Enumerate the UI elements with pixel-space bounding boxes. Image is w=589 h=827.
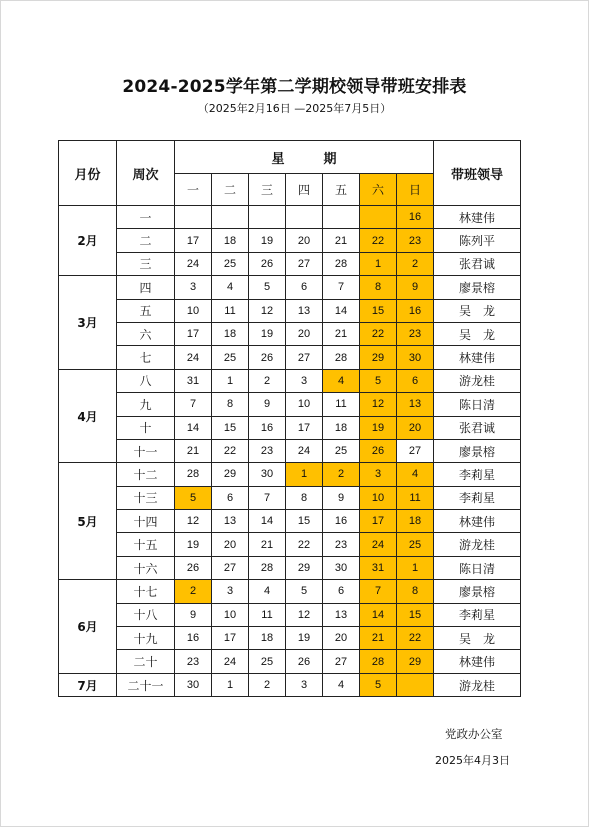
day-cell: 9 xyxy=(323,486,360,509)
day-cell: 28 xyxy=(323,252,360,275)
day-cell: 6 xyxy=(212,486,249,509)
table-row xyxy=(59,276,521,299)
day-cell: 9 xyxy=(397,276,434,299)
day-cell: 24 xyxy=(175,252,212,275)
day-cell: 22 xyxy=(212,439,249,462)
week-cell: 十九 xyxy=(117,627,175,650)
day-cell: 7 xyxy=(323,276,360,299)
header-weekday: 五 xyxy=(323,174,360,206)
week-cell: 七 xyxy=(117,346,175,369)
day-cell: 28 xyxy=(323,346,360,369)
day-cell: 31 xyxy=(360,556,397,579)
schedule-body xyxy=(59,206,521,697)
day-cell: 10 xyxy=(175,299,212,322)
header-weekday: 一 xyxy=(175,174,212,206)
week-cell: 三 xyxy=(117,252,175,275)
day-cell: 22 xyxy=(360,229,397,252)
day-cell: 24 xyxy=(360,533,397,556)
day-cell: 3 xyxy=(360,463,397,486)
day-cell: 19 xyxy=(175,533,212,556)
header-weekday: 四 xyxy=(286,174,323,206)
header-weekday: 二 xyxy=(212,174,249,206)
day-cell: 27 xyxy=(286,346,323,369)
week-cell: 十 xyxy=(117,416,175,439)
day-cell: 17 xyxy=(286,416,323,439)
table-row xyxy=(59,439,521,462)
day-cell: 18 xyxy=(212,229,249,252)
day-cell: 17 xyxy=(360,510,397,533)
week-cell: 十六 xyxy=(117,556,175,579)
day-cell: 26 xyxy=(360,439,397,462)
day-cell: 3 xyxy=(286,673,323,696)
day-cell: 19 xyxy=(249,229,286,252)
month-cell: 5月 xyxy=(59,463,117,580)
day-cell: 17 xyxy=(175,229,212,252)
day-cell: 30 xyxy=(249,463,286,486)
day-cell: 23 xyxy=(175,650,212,673)
month-cell: 7月 xyxy=(59,673,117,696)
table-row xyxy=(59,206,521,229)
leader-cell: 陈日清 xyxy=(434,556,521,579)
day-cell: 8 xyxy=(286,486,323,509)
leader-cell: 林建伟 xyxy=(434,206,521,229)
day-cell: 29 xyxy=(360,346,397,369)
table-row xyxy=(59,533,521,556)
leader-cell: 游龙桂 xyxy=(434,369,521,392)
leader-cell: 吴 龙 xyxy=(434,627,521,650)
day-cell: 31 xyxy=(175,369,212,392)
day-cell: 5 xyxy=(175,486,212,509)
day-cell: 6 xyxy=(323,580,360,603)
day-cell: 25 xyxy=(397,533,434,556)
day-cell: 13 xyxy=(286,299,323,322)
leader-cell: 廖景榕 xyxy=(434,580,521,603)
day-cell: 25 xyxy=(323,439,360,462)
day-cell: 2 xyxy=(249,369,286,392)
leader-cell: 游龙桂 xyxy=(434,533,521,556)
day-cell: 1 xyxy=(360,252,397,275)
table-row xyxy=(59,369,521,392)
day-cell: 2 xyxy=(397,252,434,275)
day-cell: 17 xyxy=(212,627,249,650)
week-cell: 一 xyxy=(117,206,175,229)
day-cell: 7 xyxy=(360,580,397,603)
day-cell: 13 xyxy=(212,510,249,533)
day-cell: 21 xyxy=(175,439,212,462)
header-week: 周次 xyxy=(117,141,175,206)
week-cell: 八 xyxy=(117,369,175,392)
leader-cell: 陈日清 xyxy=(434,393,521,416)
day-cell: 4 xyxy=(323,673,360,696)
day-cell: 5 xyxy=(249,276,286,299)
day-cell: 4 xyxy=(249,580,286,603)
month-cell: 2月 xyxy=(59,206,117,276)
day-cell: 8 xyxy=(397,580,434,603)
day-cell: 8 xyxy=(360,276,397,299)
day-cell: 3 xyxy=(286,369,323,392)
leader-cell: 李莉星 xyxy=(434,463,521,486)
page-title: 2024-2025学年第二学期校领导带班安排表 xyxy=(122,77,467,97)
day-cell: 12 xyxy=(360,393,397,416)
table-row xyxy=(59,229,521,252)
day-cell: 28 xyxy=(175,463,212,486)
day-cell: 27 xyxy=(323,650,360,673)
day-cell: 2 xyxy=(323,463,360,486)
day-cell: 2 xyxy=(175,580,212,603)
day-cell: 1 xyxy=(286,463,323,486)
day-cell: 27 xyxy=(397,439,434,462)
day-cell: 25 xyxy=(212,252,249,275)
week-cell: 五 xyxy=(117,299,175,322)
day-cell: 14 xyxy=(360,603,397,626)
day-cell: 23 xyxy=(323,533,360,556)
day-cell: 4 xyxy=(212,276,249,299)
table-row xyxy=(59,346,521,369)
day-cell: 16 xyxy=(175,627,212,650)
leader-cell: 吴 龙 xyxy=(434,299,521,322)
day-cell: 14 xyxy=(249,510,286,533)
week-cell: 十五 xyxy=(117,533,175,556)
day-cell: 18 xyxy=(397,510,434,533)
day-cell xyxy=(212,206,249,229)
day-cell xyxy=(286,206,323,229)
day-cell: 29 xyxy=(212,463,249,486)
table-row xyxy=(59,627,521,650)
day-cell: 16 xyxy=(397,299,434,322)
day-cell: 3 xyxy=(212,580,249,603)
issue-date: 2025年4月3日 xyxy=(435,754,510,767)
date-range-subtitle: （2025年2月16日 —2025年7月5日） xyxy=(197,102,392,115)
day-cell xyxy=(360,206,397,229)
day-cell: 18 xyxy=(249,627,286,650)
day-cell xyxy=(175,206,212,229)
day-cell: 12 xyxy=(286,603,323,626)
day-cell: 29 xyxy=(286,556,323,579)
day-cell: 27 xyxy=(286,252,323,275)
week-cell: 十三 xyxy=(117,486,175,509)
day-cell: 16 xyxy=(323,510,360,533)
day-cell: 12 xyxy=(175,510,212,533)
day-cell: 5 xyxy=(360,369,397,392)
leader-cell: 张君诚 xyxy=(434,252,521,275)
day-cell: 13 xyxy=(323,603,360,626)
leader-cell: 林建伟 xyxy=(434,650,521,673)
day-cell: 11 xyxy=(212,299,249,322)
day-cell: 8 xyxy=(212,393,249,416)
header-weekday: 六 xyxy=(360,174,397,206)
week-cell: 十八 xyxy=(117,603,175,626)
week-cell: 九 xyxy=(117,393,175,416)
table-row xyxy=(59,673,521,696)
week-cell: 十四 xyxy=(117,510,175,533)
header-leader: 带班领导 xyxy=(434,141,521,206)
table-row xyxy=(59,556,521,579)
day-cell: 16 xyxy=(249,416,286,439)
day-cell: 10 xyxy=(360,486,397,509)
day-cell: 15 xyxy=(286,510,323,533)
day-cell: 15 xyxy=(397,603,434,626)
week-cell: 二十一 xyxy=(117,673,175,696)
day-cell: 22 xyxy=(397,627,434,650)
day-cell: 17 xyxy=(175,322,212,345)
table-row xyxy=(59,580,521,603)
day-cell: 28 xyxy=(249,556,286,579)
table-row xyxy=(59,252,521,275)
leader-cell: 廖景榕 xyxy=(434,276,521,299)
day-cell: 11 xyxy=(249,603,286,626)
day-cell: 14 xyxy=(175,416,212,439)
day-cell: 15 xyxy=(212,416,249,439)
day-cell: 27 xyxy=(212,556,249,579)
table-row xyxy=(59,510,521,533)
day-cell: 19 xyxy=(286,627,323,650)
week-cell: 二十 xyxy=(117,650,175,673)
month-cell: 6月 xyxy=(59,580,117,674)
week-cell: 十二 xyxy=(117,463,175,486)
day-cell: 26 xyxy=(249,346,286,369)
day-cell: 22 xyxy=(360,322,397,345)
day-cell: 11 xyxy=(323,393,360,416)
month-cell: 4月 xyxy=(59,369,117,463)
day-cell: 20 xyxy=(397,416,434,439)
leader-cell: 游龙桂 xyxy=(434,673,521,696)
day-cell: 23 xyxy=(249,439,286,462)
issuer-office: 党政办公室 xyxy=(445,727,503,741)
week-cell: 六 xyxy=(117,322,175,345)
day-cell: 20 xyxy=(286,322,323,345)
day-cell: 24 xyxy=(212,650,249,673)
day-cell: 4 xyxy=(397,463,434,486)
leader-cell: 李莉星 xyxy=(434,486,521,509)
day-cell xyxy=(249,206,286,229)
leader-cell: 陈列平 xyxy=(434,229,521,252)
day-cell: 20 xyxy=(212,533,249,556)
header-weekday: 三 xyxy=(249,174,286,206)
week-cell: 四 xyxy=(117,276,175,299)
day-cell: 29 xyxy=(397,650,434,673)
day-cell: 5 xyxy=(286,580,323,603)
leader-cell: 张君诚 xyxy=(434,416,521,439)
day-cell xyxy=(397,673,434,696)
day-cell: 9 xyxy=(175,603,212,626)
day-cell: 26 xyxy=(175,556,212,579)
day-cell: 20 xyxy=(323,627,360,650)
table-row xyxy=(59,486,521,509)
table-row xyxy=(59,416,521,439)
day-cell: 24 xyxy=(175,346,212,369)
day-cell: 14 xyxy=(323,299,360,322)
day-cell: 10 xyxy=(286,393,323,416)
day-cell: 21 xyxy=(323,229,360,252)
day-cell: 18 xyxy=(323,416,360,439)
table-row xyxy=(59,650,521,673)
leader-cell: 廖景榕 xyxy=(434,439,521,462)
day-cell: 4 xyxy=(323,369,360,392)
table-row xyxy=(59,322,521,345)
day-cell: 28 xyxy=(360,650,397,673)
day-cell: 12 xyxy=(249,299,286,322)
header-weekday-group: 星 期 xyxy=(175,141,434,174)
day-cell: 19 xyxy=(360,416,397,439)
day-cell: 23 xyxy=(397,229,434,252)
day-cell: 26 xyxy=(249,252,286,275)
week-cell: 十七 xyxy=(117,580,175,603)
day-cell: 1 xyxy=(397,556,434,579)
week-cell: 十一 xyxy=(117,439,175,462)
day-cell: 20 xyxy=(286,229,323,252)
day-cell: 11 xyxy=(397,486,434,509)
day-cell: 6 xyxy=(286,276,323,299)
leader-cell: 吴 龙 xyxy=(434,322,521,345)
day-cell: 1 xyxy=(212,673,249,696)
day-cell: 5 xyxy=(360,673,397,696)
day-cell: 30 xyxy=(323,556,360,579)
day-cell: 13 xyxy=(397,393,434,416)
day-cell: 16 xyxy=(397,206,434,229)
day-cell: 1 xyxy=(212,369,249,392)
day-cell: 21 xyxy=(360,627,397,650)
day-cell: 7 xyxy=(175,393,212,416)
day-cell: 15 xyxy=(360,299,397,322)
day-cell: 3 xyxy=(175,276,212,299)
table-row xyxy=(59,299,521,322)
leader-cell: 李莉星 xyxy=(434,603,521,626)
day-cell: 18 xyxy=(212,322,249,345)
header-weekday: 日 xyxy=(397,174,434,206)
day-cell: 22 xyxy=(286,533,323,556)
day-cell: 19 xyxy=(249,322,286,345)
schedule-table xyxy=(58,140,521,697)
day-cell: 21 xyxy=(323,322,360,345)
day-cell: 25 xyxy=(249,650,286,673)
table-row xyxy=(59,463,521,486)
week-cell: 二 xyxy=(117,229,175,252)
leader-cell: 林建伟 xyxy=(434,346,521,369)
day-cell xyxy=(323,206,360,229)
day-cell: 30 xyxy=(397,346,434,369)
leader-cell: 林建伟 xyxy=(434,510,521,533)
table-row xyxy=(59,393,521,416)
day-cell: 9 xyxy=(249,393,286,416)
day-cell: 24 xyxy=(286,439,323,462)
day-cell: 25 xyxy=(212,346,249,369)
day-cell: 7 xyxy=(249,486,286,509)
day-cell: 10 xyxy=(212,603,249,626)
table-row xyxy=(59,603,521,626)
header-month: 月份 xyxy=(59,141,117,206)
month-cell: 3月 xyxy=(59,276,117,370)
day-cell: 30 xyxy=(175,673,212,696)
day-cell: 2 xyxy=(249,673,286,696)
day-cell: 23 xyxy=(397,322,434,345)
day-cell: 21 xyxy=(249,533,286,556)
day-cell: 26 xyxy=(286,650,323,673)
day-cell: 6 xyxy=(397,369,434,392)
